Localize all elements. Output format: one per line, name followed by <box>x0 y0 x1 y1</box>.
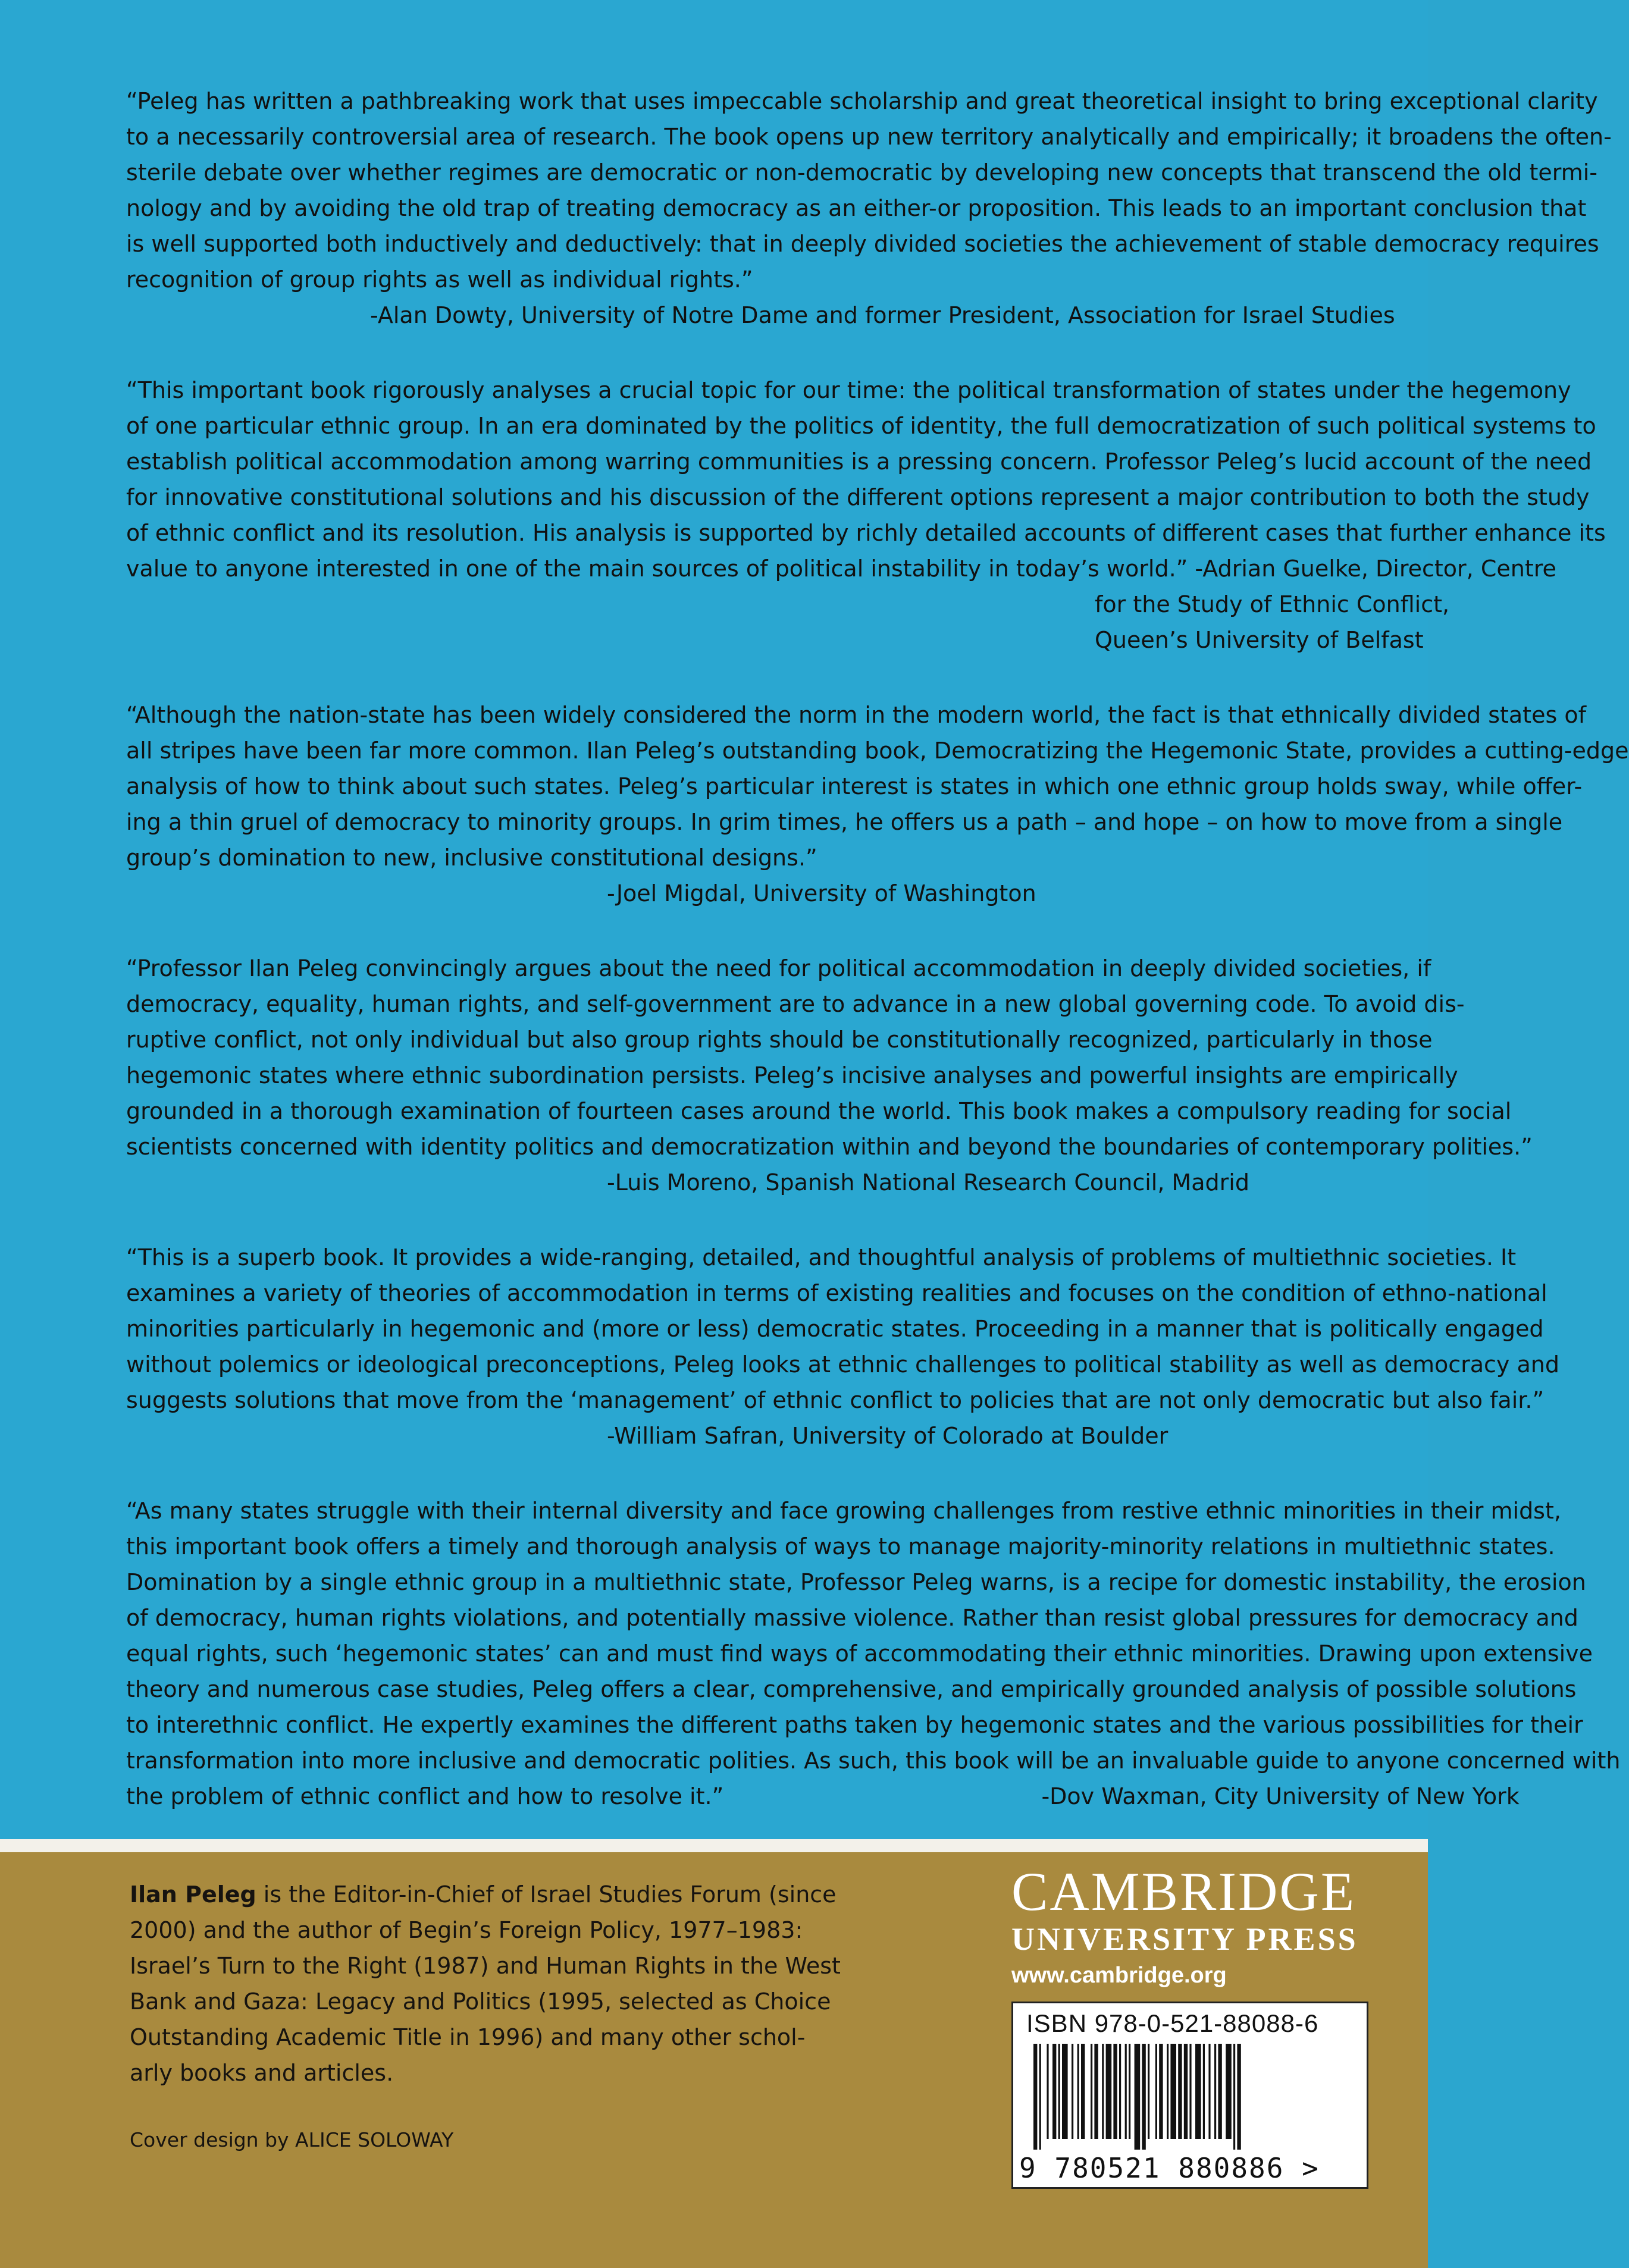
quote-line: recognition of group rights as well as individual rights.” <box>126 266 753 293</box>
quote-line: for innovative constitutional solutions and his discussion of the different options represent a major contribution to both the study <box>126 484 1590 510</box>
barcode-bar <box>1218 2044 1221 2139</box>
quote-line: “Peleg has written a pathbreaking work that uses impeccable scholarship and great theoretical insight to bring exceptional clarity <box>126 88 1598 114</box>
barcode-bar <box>1159 2044 1163 2139</box>
quote-line: the problem of ethnic conflict and how to resolve it.” <box>126 1783 724 1809</box>
barcode-bar <box>1113 2044 1117 2139</box>
quote-line: theory and numerous case studies, Peleg offers a clear, comprehensive, and empirically grounded analysis of possible solutions <box>126 1676 1577 1702</box>
barcode-bar <box>1072 2044 1073 2139</box>
review-quote-migdal <box>126 697 1629 911</box>
barcode-bar <box>1142 2044 1145 2150</box>
barcode-bar <box>1125 2044 1127 2139</box>
barcode-bar <box>1047 2044 1048 2139</box>
quote-line: Domination by a single ethnic group in a multiethnic state, Professor Peleg warns, is a recipe for domestic instability, the erosion <box>126 1569 1586 1595</box>
barcode-bar <box>1077 2044 1079 2139</box>
isbn-barcode-box <box>1011 2002 1368 2189</box>
publisher-press: UNIVERSITY PRESS <box>1011 1921 1358 1957</box>
quote-line: nology and by avoiding the old trap of treating democracy as an either-or proposition. This leads to an important conclusion that <box>126 195 1587 221</box>
bio-line: 2000) and the author of Begin’s Foreign Policy, 1977–1983: <box>130 1917 803 1943</box>
barcode-bar <box>1102 2044 1104 2139</box>
cover-design-credit: Cover design by ALICE SOLOWAY <box>130 2128 454 2151</box>
barcode-bar <box>1062 2044 1068 2139</box>
quote-line: suggests solutions that move from the ‘management’ of ethnic conflict to policies that are not only democratic but also fair.” <box>126 1387 1545 1413</box>
quote-line: hegemonic states where ethnic subordination persists. Peleg’s incisive analyses and powerful insights are empirically <box>126 1062 1458 1088</box>
author-name: Ilan Peleg <box>130 1881 256 1908</box>
quote-attribution: for the Study of Ethnic Conflict, <box>1095 591 1450 617</box>
barcode-bar <box>1237 2044 1240 2150</box>
author-bio <box>130 1877 841 2091</box>
barcode-bar <box>1091 2044 1092 2139</box>
bio-first-line <box>130 1877 837 1912</box>
quote-attribution: Queen’s University of Belfast <box>1095 627 1424 653</box>
barcode-bar <box>1119 2044 1121 2139</box>
barcode-bar <box>1184 2044 1188 2139</box>
barcode-bar <box>1058 2044 1060 2139</box>
quote-line: of democracy, human rights violations, and potentially massive violence. Rather than resist global pressures for democracy and <box>126 1605 1578 1631</box>
barcode-bar <box>1094 2044 1098 2139</box>
barcode-bar <box>1148 2044 1149 2139</box>
quote-line: value to anyone interested in one of the main sources of political instability in today’s world.” -Adrian Guelke, Director, Centre <box>126 556 1556 582</box>
barcode-bar <box>1052 2044 1056 2139</box>
barcode-bar <box>1039 2044 1041 2150</box>
barcode-bar <box>1135 2044 1141 2150</box>
barcode-bar <box>1178 2044 1182 2139</box>
review-quote-dowty <box>126 83 1612 333</box>
bio-line: Outstanding Academic Title in 1996) and many other schol- <box>130 2024 806 2050</box>
quote-attribution: -Alan Dowty, University of Notre Dame and former President, Association for Israel Studies <box>370 302 1395 328</box>
barcode-bar <box>1189 2044 1191 2139</box>
quote-line: “Professor Ilan Peleg convincingly argues about the need for political accommodation in deeply divided societies, if <box>126 955 1431 981</box>
quote-attribution: -Dov Waxman, City University of New York <box>1041 1783 1520 1809</box>
quote-line: grounded in a thorough examination of fourteen cases around the world. This book makes a compulsory reading for social <box>126 1098 1512 1124</box>
publisher-name: CAMBRIDGE <box>1011 1861 1357 1922</box>
quote-line: of ethnic conflict and its resolution. His analysis is supported by richly detailed accounts of different cases that further enhance its <box>126 520 1606 546</box>
bio-line: Israel’s Turn to the Right (1987) and Human Rights in the West <box>130 1953 841 1979</box>
barcode-bar <box>1081 2044 1085 2139</box>
barcode-bar <box>1195 2044 1201 2139</box>
quote-line: is well supported both inductively and deductively: that in deeply divided societies the achievement of stable democracy requires <box>126 231 1599 257</box>
review-quotes <box>126 83 1629 1853</box>
quote-line: examines a variety of theories of accommodation in terms of existing realities and focuses on the condition of ethno-national <box>126 1280 1547 1306</box>
quote-line: all stripes have been far more common. Ilan Peleg’s outstanding book, Democratizing the Hegemonic State, provides a cutting-edge <box>126 738 1629 764</box>
quote-line: equal rights, such ‘hegemonic states’ can and must find ways of accommodating their ethnic minorities. Drawing upon extensive <box>126 1640 1593 1667</box>
barcode-bar <box>1208 2044 1210 2139</box>
barcode-bar <box>1233 2044 1235 2150</box>
barcode-bar <box>1214 2044 1216 2139</box>
quote-line: ruptive conflict, not only individual but also group rights should be constitutionally recognized, particularly in those <box>126 1027 1433 1053</box>
quote-attribution: -William Safran, University of Colorado at Boulder <box>607 1423 1169 1449</box>
quote-line: transformation into more inclusive and democratic polities. As such, this book will be an invaluable guide to anyone concerned with <box>126 1748 1621 1774</box>
bio-line: arly books and articles. <box>130 2060 394 2086</box>
review-quote-guelke <box>126 372 1606 658</box>
barcode-bar <box>1106 2044 1112 2139</box>
bio-line: Bank and Gaza: Legacy and Politics (1995, selected as Choice <box>130 1988 831 2015</box>
quote-line: “Although the nation-state has been widely considered the norm in the modern world, the fact is that ethnically divided states of <box>126 702 1586 728</box>
quote-line: analysis of how to think about such states. Peleg’s particular interest is states in which one ethnic group holds sway, while offer- <box>126 773 1583 799</box>
quote-line: without polemics or ideological preconceptions, Peleg looks at ethnic challenges to political stability as well as democracy and <box>126 1351 1559 1378</box>
quote-line: sterile debate over whether regimes are democratic or non-democratic by developing new concepts that transcend the old termi- <box>126 159 1597 186</box>
quote-line: scientists concerned with identity politics and democratization within and beyond the boundaries of contemporary polities.” <box>126 1134 1533 1160</box>
barcode-bar <box>1129 2044 1130 2139</box>
quote-line: to a necessarily controversial area of research. The book opens up new territory analytically and empirically; it broadens the often- <box>126 124 1612 150</box>
barcode-bar <box>1226 2044 1232 2139</box>
barcode-bar <box>1155 2044 1157 2139</box>
review-quote-safran <box>126 1240 1559 1454</box>
quote-line: “This is a superb book. It provides a wide-ranging, detailed, and thoughtful analysis of problems of multiethnic societies. It <box>126 1244 1517 1271</box>
quote-attribution: -Luis Moreno, Spanish National Research Council, Madrid <box>607 1169 1249 1196</box>
quote-attribution: -Joel Migdal, University of Washington <box>607 880 1036 906</box>
quote-line: this important book offers a timely and thorough analysis of ways to manage majority-minority relations in multiethnic states. <box>126 1533 1555 1560</box>
quote-line: minorities particularly in hegemonic and (more or less) democratic states. Proceeding in a manner that is politically engaged <box>126 1316 1544 1342</box>
barcode-bar <box>1033 2044 1037 2150</box>
quote-last-line-row <box>126 1778 1520 1814</box>
isbn-label: ISBN 978-0-521-88088-6 <box>1026 2009 1319 2037</box>
quote-line: democracy, equality, human rights, and self-government are to advance in a new global governing code. To avoid dis- <box>126 991 1465 1017</box>
barcode-image <box>1026 2044 1354 2151</box>
barcode-digits: 9 780521 880886 > <box>1019 2152 1320 2184</box>
quote-line: “This important book rigorously analyses a crucial topic for our time: the political transformation of states under the hegemony <box>126 377 1571 403</box>
quote-line: ing a thin gruel of democracy to minority groups. In grim times, he offers us a path – and hope – on how to move from a single <box>126 809 1563 835</box>
barcode-bar <box>1167 2044 1169 2139</box>
publisher-logo <box>1011 1862 1380 1994</box>
quote-line: “As many states struggle with their internal diversity and face growing challenges from restive ethnic minorities in their midst, <box>126 1498 1561 1524</box>
review-quote-waxman <box>126 1493 1621 1814</box>
quote-line: to interethnic conflict. He expertly examines the different paths taken by hegemonic states and the various possibilities for their <box>126 1712 1583 1738</box>
review-quote-moreno <box>126 951 1533 1200</box>
publisher-website: www.cambridge.org <box>1011 1963 1227 1988</box>
barcode-bar <box>1170 2044 1176 2139</box>
quote-line: of one particular ethnic group. In an era dominated by the politics of identity, the full democratization of such political systems to <box>126 413 1596 439</box>
barcode-bar <box>1203 2044 1205 2139</box>
quote-line: establish political accommodation among warring communities is a pressing concern. Professor Peleg’s lucid account of the need <box>126 448 1592 475</box>
quote-line: group’s domination to new, inclusive constitutional designs.” <box>126 845 817 871</box>
bio-line: is the Editor-in-Chief of Israel Studies Forum (since <box>256 1881 837 1908</box>
